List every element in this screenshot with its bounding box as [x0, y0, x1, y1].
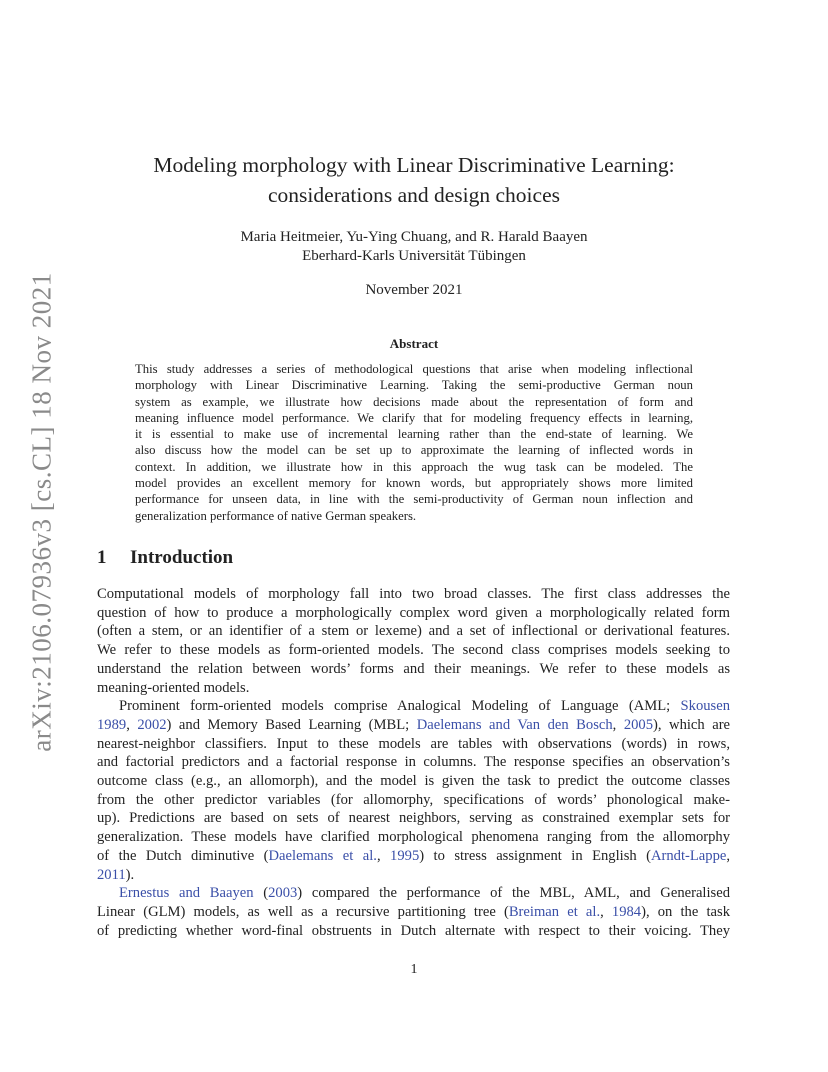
- body-line: [97, 697, 730, 716]
- body-line: [97, 903, 730, 922]
- text-run: Linear (GLM) models, as well as a recursive partitioning tree (: [97, 903, 509, 920]
- text-run: ,: [612, 716, 624, 733]
- text-run: ,: [600, 903, 612, 920]
- paper-title: [120, 150, 708, 210]
- text-run: (: [253, 885, 269, 902]
- page-number: 1: [410, 962, 418, 977]
- body-line: [97, 847, 730, 866]
- text-run: ) compared the performance of the MBL, AML, and Generalised: [297, 885, 730, 902]
- text-run: ).: [125, 866, 135, 883]
- body-line: of predicting whether word-final obstruents in Dutch alternate with respect to their voicing. They: [97, 922, 730, 939]
- text-run: ) and Memory Based Learning (MBL;: [166, 716, 417, 733]
- text-run: ) to stress assignment in English (: [419, 847, 651, 864]
- body-line: (often a stem, or an identifier of a stem or lexeme) and a set of inflectional or derivational features.: [97, 623, 730, 640]
- text-run: Prominent form-oriented models comprise Analogical Modeling of Language (AML;: [119, 698, 681, 715]
- text-run: ,: [126, 716, 138, 733]
- citation-link[interactable]: 2002: [137, 716, 167, 733]
- text-run: ,: [726, 847, 731, 864]
- abstract-heading: Abstract: [389, 336, 439, 351]
- citation-link[interactable]: Skousen: [680, 698, 730, 715]
- body-line: understand the relation between words’ forms and their meanings. We refer to these models as: [97, 660, 730, 677]
- abstract-body: [135, 361, 693, 524]
- text-run: ), on the task: [641, 903, 730, 920]
- citation-link[interactable]: Daelemans and Van den Bosch: [416, 716, 613, 733]
- body-line: [97, 884, 730, 903]
- abstract-line: morphology with Linear Discriminative Learning. Taking the semi-productive German noun: [135, 378, 693, 393]
- author-list: Maria Heitmeier, Yu-Ying Chuang, and R. Harald Baayen: [240, 229, 588, 245]
- citation-link[interactable]: 2005: [623, 716, 654, 733]
- paper-title-line-1: Modeling morphology with Linear Discriminative Learning:: [153, 153, 675, 177]
- text-run: ,: [376, 847, 391, 864]
- arxiv-identifier-stamp: arXiv:2106.07936v3 [cs.CL] 18 Nov 2021: [26, 272, 57, 752]
- citation-link[interactable]: Arndt-Lappe: [650, 847, 727, 864]
- citation-link[interactable]: 1995: [390, 847, 420, 864]
- section-heading-introduction: [97, 547, 233, 569]
- abstract-line: This study addresses a series of methodological questions that arise when modeling inflectional: [135, 362, 693, 376]
- body-line: meaning-oriented models.: [97, 679, 250, 696]
- abstract-line: meaning influence model performance. We clarify that for modeling frequency effects in learning,: [135, 410, 693, 425]
- body-line: Computational models of morphology fall into two broad classes. The first class addresses the: [97, 586, 730, 602]
- citation-link[interactable]: 2003: [268, 885, 298, 902]
- body-line: from the other predictor variables (for allomorphy, specifications of words’ phonological make-: [97, 791, 730, 808]
- body-line: outcome class (e.g., an allomorph), and the model is given the task to predict the outcome classes: [97, 773, 730, 790]
- body-line: question of how to produce a morphologically complex word given a morphologically related form: [97, 604, 730, 621]
- body-line: [97, 716, 730, 735]
- publication-date: November 2021: [365, 282, 463, 298]
- affiliation: Eberhard-Karls Universität Tübingen: [302, 248, 526, 264]
- introduction-body: [97, 585, 730, 940]
- citation-link[interactable]: 1984: [611, 903, 642, 920]
- body-line: up). Predictions are based on sets of nearest neighbors, serving as constrained exemplar sets for: [97, 810, 730, 827]
- body-line: generalization. These models have clarified morphological phenomena ranging from the allomorphy: [97, 829, 730, 846]
- abstract-line: also discuss how the model can be set up to approximate the learning of inflected words in: [135, 443, 693, 458]
- section-number: 1: [97, 547, 107, 568]
- abstract-line: model provides an excellent memory for known words, but appropriately shows more limited: [135, 476, 693, 491]
- abstract-line: generalization performance of native German speakers.: [135, 508, 417, 523]
- body-line: We refer to these models as form-oriented models. The second class comprises models seeking to: [97, 642, 730, 659]
- body-line: [97, 866, 730, 885]
- citation-link[interactable]: Breiman et al.: [508, 903, 601, 920]
- citation-link[interactable]: Daelemans et al.: [268, 847, 377, 864]
- body-line: nearest-neighbor classifiers. Input to these models are tables with observations (words) in rows,: [97, 735, 730, 752]
- text-run: ), which are: [653, 716, 731, 733]
- abstract-line: system as example, we illustrate how decisions made about the representation of form and: [135, 394, 693, 409]
- abstract-line: it is essential to make use of incremental learning rather than the end-state of learning. We: [135, 427, 693, 442]
- text-run: of the Dutch diminutive (: [97, 847, 269, 864]
- abstract-line: context. In addition, we illustrate how in this approach the wug task can be modeled. The: [135, 459, 693, 474]
- citation-link[interactable]: Ernestus and Baayen: [119, 885, 254, 902]
- body-line: and factorial predictors and a factorial response in columns. The response specifies an observation’s: [97, 754, 730, 771]
- abstract-line: performance for unseen data, in line with the semi-productivity of German noun inflection and: [135, 492, 693, 507]
- paper-title-line-2: considerations and design choices: [268, 183, 560, 207]
- section-title: Introduction: [130, 547, 234, 568]
- citation-link[interactable]: 1989: [97, 716, 127, 733]
- citation-link[interactable]: 2011: [97, 866, 126, 883]
